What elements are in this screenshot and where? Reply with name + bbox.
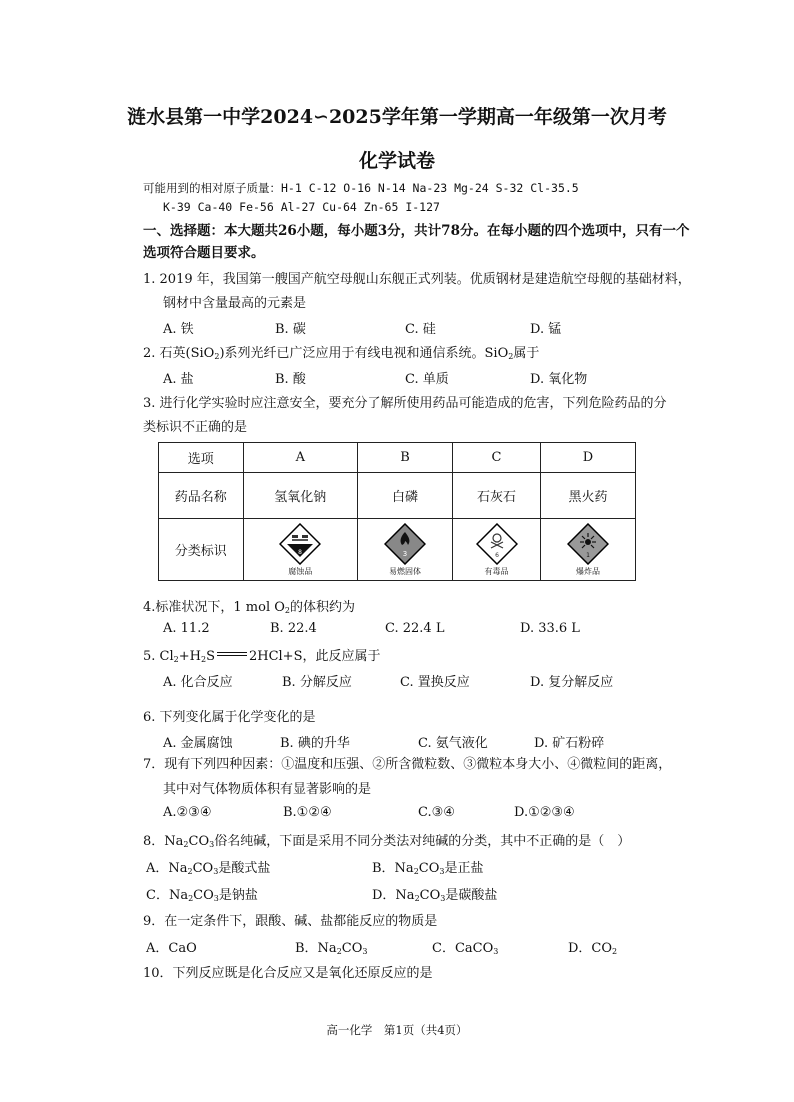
question-7-line2: 其中对气体物质体积有显著影响的是 <box>163 782 372 797</box>
table-header-b: B <box>358 443 453 473</box>
q1-option-c: C. 硅 <box>405 322 436 337</box>
table-cell-name-c: 石灰石 <box>452 473 540 519</box>
q1-option-b: B. 碳 <box>275 322 306 337</box>
q9-option-b: B．$Na_2CO_3$ <box>295 941 368 956</box>
q7-option-a: A.②③④ <box>163 805 212 820</box>
question-1-line2: 钢材中含量最高的元素是 <box>163 296 307 311</box>
table-cell-name-a: 氢氧化钠 <box>243 473 358 519</box>
q5-option-b: B. 分解反应 <box>282 675 352 690</box>
q1-option-d: D. 锰 <box>530 322 562 337</box>
exam-subtitle: 化学试卷 <box>358 150 435 172</box>
explosive-icon <box>567 523 609 565</box>
question-3-line2: 类标识不正确的是 <box>143 420 248 435</box>
table-row-label-name: 药品名称 <box>159 473 244 519</box>
q9-option-d: D．$CO_2$ <box>568 941 618 956</box>
table-cell-name-d: 黑火药 <box>541 473 636 519</box>
question-8: 8．$Na_2CO_3$俗名纯碱，下面是采用不同分类法对纯碱的分类，其中不正确的是（ ） <box>143 834 631 849</box>
question-3-line1: 3. 进行化学实验时应注意安全，要充分了解所使用药品可能造成的危害，下列危险药品的分 <box>143 396 667 411</box>
q7-option-d: D.①②③④ <box>514 805 575 820</box>
hazard-table <box>158 442 636 581</box>
table-cell-name-b: 白磷 <box>358 473 453 519</box>
table-header-d: D <box>541 443 636 473</box>
q4-option-a: A. 11.2 <box>163 621 210 636</box>
table-header-a: A <box>243 443 358 473</box>
q6-option-c: C. 氨气液化 <box>418 736 488 751</box>
q7-option-c: C.③④ <box>418 805 455 820</box>
q2-option-c: C. 单质 <box>405 372 449 387</box>
question-10: 10．下列反应既是化合反应又是氧化还原反应的是 <box>143 966 433 981</box>
sign-caption-b: 易燃固体 <box>389 566 421 576</box>
table-row-label-sign: 分类标识 <box>159 519 244 581</box>
page-footer: 高一化学 第1页（共4页） <box>326 1023 468 1037</box>
section-instructions-line1: 一、选择题：本大题共26小题，每小题3分，共计78分。在每小题的四个选项中，只有一个 <box>143 223 690 239</box>
q4-option-c: C. 22.4 L <box>385 621 445 636</box>
sign-caption-a: 腐蚀品 <box>288 566 313 576</box>
equation-equals-sign <box>217 652 247 656</box>
question-7-line1: 7．现有下列四种因素：①温度和压强、②所含微粒数、③微粒本身大小、④微粒间的距离， <box>143 757 672 772</box>
q7-option-b: B.①②④ <box>283 805 332 820</box>
q9-option-a: A．CaO <box>146 941 197 956</box>
question-5: 5. $Cl_2+H_2S$ 2HCl+S，此反应属于 <box>143 649 381 664</box>
q6-option-d: D. 矿石粉碎 <box>534 736 605 751</box>
q5-option-d: D. 复分解反应 <box>530 675 614 690</box>
table-header-c: C <box>452 443 540 473</box>
q5-option-a: A. 化合反应 <box>163 675 233 690</box>
svg-text:1: 1 <box>586 551 590 559</box>
question-6: 6. 下列变化属于化学变化的是 <box>143 710 316 725</box>
svg-text:6: 6 <box>494 551 499 559</box>
table-cell-sign-b <box>358 519 453 581</box>
q8-option-d: D．$Na_2CO_3$是碳酸盐 <box>372 888 498 903</box>
q4-option-b: B. 22.4 <box>270 621 317 636</box>
table-cell-sign-d <box>541 519 636 581</box>
q2-option-b: B. 酸 <box>275 372 306 387</box>
q2-option-d: D. 氧化物 <box>530 372 588 387</box>
q8-option-b: B．$Na_2CO_3$是正盐 <box>372 861 484 876</box>
q8-option-c: C．$Na_2CO_3$是钠盐 <box>146 888 258 903</box>
atomic-masses-line2: K-39 Ca-40 Fe-56 Al-27 Cu-64 Zn-65 I-127 <box>163 200 440 214</box>
exam-title: 涟水县第一中学2024∽2025学年第一学期高一年级第一次月考 <box>127 106 667 128</box>
q5-option-c: C. 置换反应 <box>400 675 470 690</box>
question-2: 2. 石英(SiO$_2$)系列光纤已广泛应用于有线电视和通信系统。SiO$_2$属于 <box>143 346 540 361</box>
table-header-option: 选项 <box>159 443 244 473</box>
table-cell-sign-a <box>243 519 358 581</box>
atomic-masses-line1: 可能用到的相对原子质量：H-1 C-12 O-16 N-14 Na-23 Mg-24 S-32 Cl-35.5 <box>143 181 579 195</box>
sign-caption-c: 有毒品 <box>484 566 509 576</box>
flammable-icon <box>384 523 426 565</box>
question-1-line1: 1. 2019 年，我国第一艘国产航空母舰山东舰正式列装。优质钢材是建造航空母舰的基础材料， <box>143 272 691 287</box>
q6-option-a: A. 金属腐蚀 <box>163 736 233 751</box>
corrosive-icon <box>279 523 321 565</box>
toxic-icon <box>476 523 518 565</box>
section-instructions-line2: 选项符合题目要求。 <box>143 245 265 261</box>
q4-option-d: D. 33.6 L <box>520 621 580 636</box>
question-4: 4.标准状况下，1 mol $O_2$的体积约为 <box>143 600 356 615</box>
sign-caption-d: 爆炸品 <box>576 566 601 576</box>
svg-text:8: 8 <box>298 548 303 556</box>
question-9: 9．在一定条件下，跟酸、碱、盐都能反应的物质是 <box>143 914 438 929</box>
q1-option-a: A. 铁 <box>163 322 194 337</box>
q2-option-a: A. 盐 <box>163 372 194 387</box>
q6-option-b: B. 碘的升华 <box>280 736 350 751</box>
table-cell-sign-c <box>452 519 540 581</box>
q9-option-c: C．CaCO$_3$ <box>432 941 499 956</box>
svg-text:3: 3 <box>402 549 408 558</box>
q8-option-a: A．$Na_2CO_3$是酸式盐 <box>146 861 271 876</box>
